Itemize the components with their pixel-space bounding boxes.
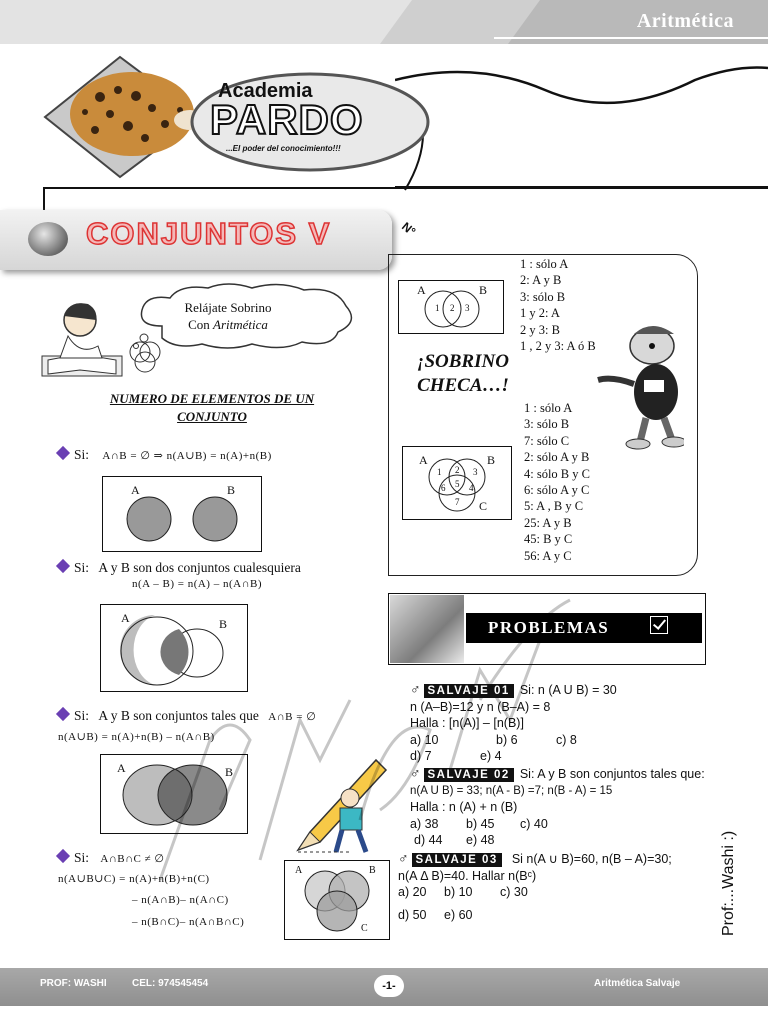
checa-line-2: CHECA…! (417, 375, 509, 396)
thought-prefix: Con (188, 317, 214, 332)
problem-2-badge: SALVAJE 02 (424, 768, 514, 782)
legend-item: 2: A y B (520, 273, 562, 288)
region-4: 4 (469, 483, 474, 493)
case-4-formula-2: – n(A∩B)– n(A∩C) (132, 894, 229, 906)
male-symbol-icon: ♂ (410, 765, 421, 781)
problem-2-options-row-1 (410, 816, 710, 833)
case-4-formula-1: n(A∪B∪C) = n(A)+n(B)+n(C) (58, 873, 210, 885)
region-1: 1 (435, 303, 440, 313)
problems-title: PROBLEMAS (488, 618, 610, 637)
banner-ball-icon (28, 222, 68, 256)
venn-label-a: A (417, 283, 426, 297)
problem-3 (398, 850, 704, 923)
venn-two-set-reference (398, 280, 504, 334)
case-4-prefix: Si: (74, 850, 90, 865)
side-signature: Prof:...Washi :) (720, 830, 737, 936)
venn-label-b: B (369, 865, 376, 876)
legend-item: 3: sólo B (524, 417, 570, 432)
case-1-prefix: Si: (74, 447, 90, 462)
legend-item: 5: A , B y C (524, 499, 584, 514)
header-line (494, 37, 768, 39)
checa-line-1: ¡SOBRINO (417, 351, 509, 372)
option-c: c) 30 (500, 885, 528, 899)
case-1-line (58, 447, 272, 463)
venn-three-set-reference (402, 446, 512, 520)
problem-2-line-1: Si: A y B son conjuntos tales que: (519, 767, 705, 781)
legend-item: 1 : sólo A (524, 401, 573, 415)
checa-callout (403, 350, 523, 398)
problem-2-line-2: n(A U B) = 33; n(A - B) =7; n(B - A) = 15 (410, 784, 613, 797)
venn-label-b: B (227, 483, 236, 497)
option-d: d) 7 (410, 749, 432, 763)
section-heading-line-2: CONJUNTO (177, 409, 247, 424)
region-5: 5 (455, 479, 460, 489)
problem-1-header (410, 681, 700, 699)
problem-1 (410, 681, 700, 765)
case-2-prefix: Si: (74, 560, 90, 575)
legend-item: 25: A y B (524, 515, 572, 530)
footer-prof: PROF: WASHI (40, 978, 107, 989)
region-6: 6 (441, 483, 446, 493)
legend-item: 1 : sólo A (520, 257, 569, 271)
venn-label-a: A (131, 483, 140, 497)
option-e: e) 60 (444, 907, 473, 922)
option-a: a) 20 (398, 885, 427, 899)
logo-pardo: PARDO (210, 96, 364, 143)
case-3-text: A y B son conjuntos tales que (98, 708, 259, 723)
thought-emphasis: Aritmética (213, 317, 268, 332)
diamond-bullet-icon (56, 446, 70, 460)
venn-label-b: B (225, 765, 234, 779)
case-1-formula: A∩B = ∅ ⇒ n(A∪B) = n(A)+n(B) (102, 450, 272, 462)
option-c: c) 8 (556, 732, 577, 747)
legend-item: 2 y 3: B (520, 322, 560, 337)
problem-3-header (398, 850, 704, 868)
option-d: d) 50 (398, 907, 427, 922)
thought-line-1: Relájate Sobrino (184, 300, 272, 315)
footer-book: Aritmética Salvaje (594, 978, 681, 989)
venn-label-c: C (361, 923, 368, 934)
venn-label-b: B (219, 617, 228, 631)
legend-item: 2: sólo A y B (524, 450, 590, 465)
legend-item: 1 , 2 y 3: A ó B (520, 339, 596, 354)
two-set-legend (520, 256, 596, 354)
footer-cel: CEL: 974545454 (132, 978, 209, 989)
subject-title: Aritmética (636, 10, 734, 32)
option-b: b) 10 (444, 885, 473, 899)
page-title: CONJUNTOS V (86, 216, 332, 251)
academy-logo (40, 52, 440, 182)
number-label: N° (399, 219, 419, 239)
legend-item: 7: sólo C (524, 433, 570, 448)
venn-label-b: B (487, 453, 496, 467)
venn-label-b: B (479, 283, 488, 297)
problem-3-badge: SALVAJE 03 (412, 853, 502, 867)
option-a: a) 38 (410, 816, 439, 831)
legend-item: 1 y 2: A (520, 306, 560, 321)
problem-1-line-1: Si: n (A U B) = 30 (519, 683, 617, 697)
problem-2-line-3: Halla : n (A) + n (B) (410, 800, 518, 814)
option-b: b) 6 (496, 732, 518, 747)
section-heading-line-1: NUMERO DE ELEMENTOS DE UN (109, 391, 315, 406)
case-3-formula: n(A∪B) = n(A)+n(B) – n(A∩B) (58, 731, 215, 743)
turtle-mascot-icon (594, 318, 684, 450)
legend-item: 4: sólo B y C (524, 466, 590, 481)
option-c: c) 40 (520, 816, 548, 831)
venn-label-a: A (121, 611, 130, 625)
thought-text (160, 299, 296, 333)
region-2: 2 (450, 303, 455, 313)
logo-academia: Academia (218, 80, 313, 102)
region-7: 7 (455, 497, 460, 507)
problem-1-badge: SALVAJE 01 (424, 684, 514, 698)
problem-2-options-row-2 (410, 832, 710, 849)
legend-item: 45: B y C (524, 532, 573, 547)
problem-3-options-row-2 (398, 907, 704, 924)
region-3: 3 (473, 467, 478, 477)
legend-item: 56: A y C (524, 548, 572, 563)
male-symbol-icon: ♂ (398, 850, 409, 866)
case-2-text: A y B son dos conjuntos cualesquiera (98, 560, 301, 575)
venn-label-a: A (419, 453, 428, 467)
case-4-formula-3: – n(B∩C)– n(A∩B∩C) (132, 916, 245, 928)
option-b: b) 45 (466, 816, 495, 831)
case-4-condition: A∩B∩C ≠ ∅ (100, 853, 165, 865)
page-number: -1- (374, 975, 404, 997)
case-2-formula: n(A – B) = n(A) – n(A∩B) (132, 578, 263, 590)
venn-disjoint (102, 476, 262, 552)
diamond-bullet-icon (56, 707, 70, 721)
case-3-condition: A∩B = ∅ (268, 711, 317, 723)
problem-1-line-2: n (A–B)=12 y n (B–A) = 8 (410, 699, 551, 714)
student-photo (390, 595, 464, 663)
checkbox-check-icon (650, 616, 668, 634)
venn-label-a: A (295, 865, 303, 876)
option-e: e) 48 (466, 833, 495, 847)
problem-1-line-3: Halla : [n(A)] – [n(B)] (410, 716, 524, 730)
option-d: d) 44 (414, 833, 443, 847)
diamond-bullet-icon (56, 849, 70, 863)
diamond-bullet-icon (56, 559, 70, 573)
region-1: 1 (437, 467, 442, 477)
region-2: 2 (455, 465, 460, 475)
case-3-prefix: Si: (74, 708, 90, 723)
section-heading (82, 390, 342, 426)
problem-3-line-1: Si n(A ∪ B)=60, n(B – A)=30; (511, 852, 672, 866)
male-symbol-icon: ♂ (410, 681, 421, 697)
legend-item: 6: sólo A y C (524, 483, 590, 498)
problem-1-options-row-2 (410, 748, 700, 765)
venn-label-a: A (117, 761, 126, 775)
thought-line-2 (160, 316, 296, 333)
case-4-line (58, 850, 165, 866)
three-set-legend (524, 400, 590, 564)
legend-item: 3: sólo B (520, 289, 566, 304)
problem-2 (410, 765, 710, 849)
option-e: e) 4 (480, 749, 502, 763)
problem-1-options-row-1 (410, 732, 700, 749)
region-3: 3 (465, 303, 470, 313)
venn-label-c: C (479, 499, 488, 513)
option-a: a) 10 (410, 732, 439, 747)
logo-slogan: ...El poder del conocimiento!!! (226, 144, 341, 153)
problem-3-options-row-1 (398, 884, 704, 901)
problem-2-header (410, 765, 710, 783)
problem-3-line-2: n(A Δ B)=40. Hallar n(Bᶜ) (398, 868, 537, 883)
